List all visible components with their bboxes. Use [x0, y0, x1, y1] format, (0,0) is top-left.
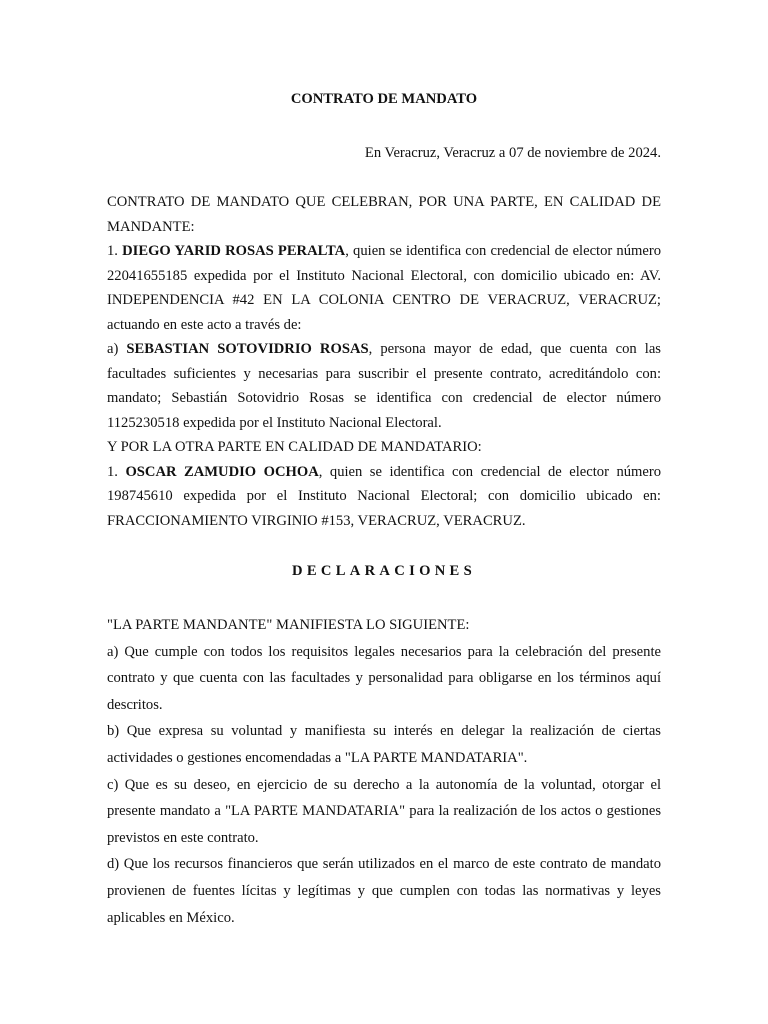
representante-name: SEBASTIAN SOTOVIDRIO ROSAS [126, 341, 369, 357]
declaraciones-section [107, 612, 661, 931]
representante-paragraph [107, 337, 661, 435]
representante-prefix: a) [107, 341, 127, 357]
declaracion-item: b) Que expresa su voluntad y manifiesta su interés en delegar la realización de ciertas actividades o gestiones encomendadas a "LA PARTE MANDATARIA". [107, 723, 661, 766]
mandatario-name: OSCAR ZAMUDIO OCHOA [125, 463, 319, 480]
declaracion-item: c) Que es su deseo, en ejercicio de su derecho a la autonomía de la voluntad, otorgar el presente mandato a "LA PARTE MANDATARIA" para la realización de los actos o gestiones previstos en este contrato. [107, 776, 661, 846]
document-title: CONTRATO DE MANDATO [290, 91, 478, 107]
intro-paragraph: CONTRATO DE MANDATO QUE CELEBRAN, POR UNA PARTE, EN CALIDAD DE MANDANTE: [107, 194, 661, 235]
mandante-paragraph [107, 239, 661, 337]
declaracion-item: a) Que cumple con todos los requisitos legales necesarios para la celebración del presente contrato y que cuenta con las facultades y personalidad para obligarse en los términos aquí descritos. [107, 643, 661, 713]
mandatario-paragraph [107, 460, 661, 534]
otra-parte-paragraph: Y POR LA OTRA PARTE EN CALIDAD DE MANDATARIO: [107, 439, 482, 455]
declaraciones-heading-text: DECLARACIONES [291, 563, 477, 579]
mandante-name: DIEGO YARID ROSAS PERALTA [122, 243, 346, 259]
mandatario-text: , quien se identifica con credencial de elector número 198745610 expedida por el Instituto Nacional Electoral; con domicilio ubicado en: FRACCIONAMIENTO VIRGINIO #153, VERACRUZ, VERACRUZ. [107, 463, 662, 529]
representante-text: , persona mayor de edad, que cuenta con las facultades suficientes y necesarias para suscribir el presente contrato, acreditándolo con: mandato; Sebastián Sotovidrio Rosas se identifica con credencial de elector número 1125230518 expedida por el Instituto Nacional Electoral. [107, 341, 661, 431]
mandatario-prefix: 1. [107, 463, 126, 480]
parties-section [107, 190, 661, 533]
declaraciones-heading [107, 563, 661, 580]
mandante-text: , quien se identifica con credencial de elector número 22041655185 expedida por el Instituto Nacional Electoral, con domicilio ubicado en: AV. INDEPENDENCIA #42 EN LA COLONIA CENTRO DE VERACRUZ, VERACRUZ; actuando en este acto a través de: [107, 243, 662, 333]
declaraciones-intro: "LA PARTE MANDANTE" MANIFIESTA LO SIGUIENTE: [107, 617, 470, 633]
declaracion-item: d) Que los recursos financieros que serán utilizados en el marco de este contrato de mandato provienen de fuentes lícitas y legítimas y que cumplen con todas las normativas y leyes aplicables en México. [107, 856, 661, 926]
date-line: En Veracruz, Veracruz a 07 de noviembre de 2024. [364, 145, 661, 161]
mandante-prefix: 1. [107, 243, 123, 259]
